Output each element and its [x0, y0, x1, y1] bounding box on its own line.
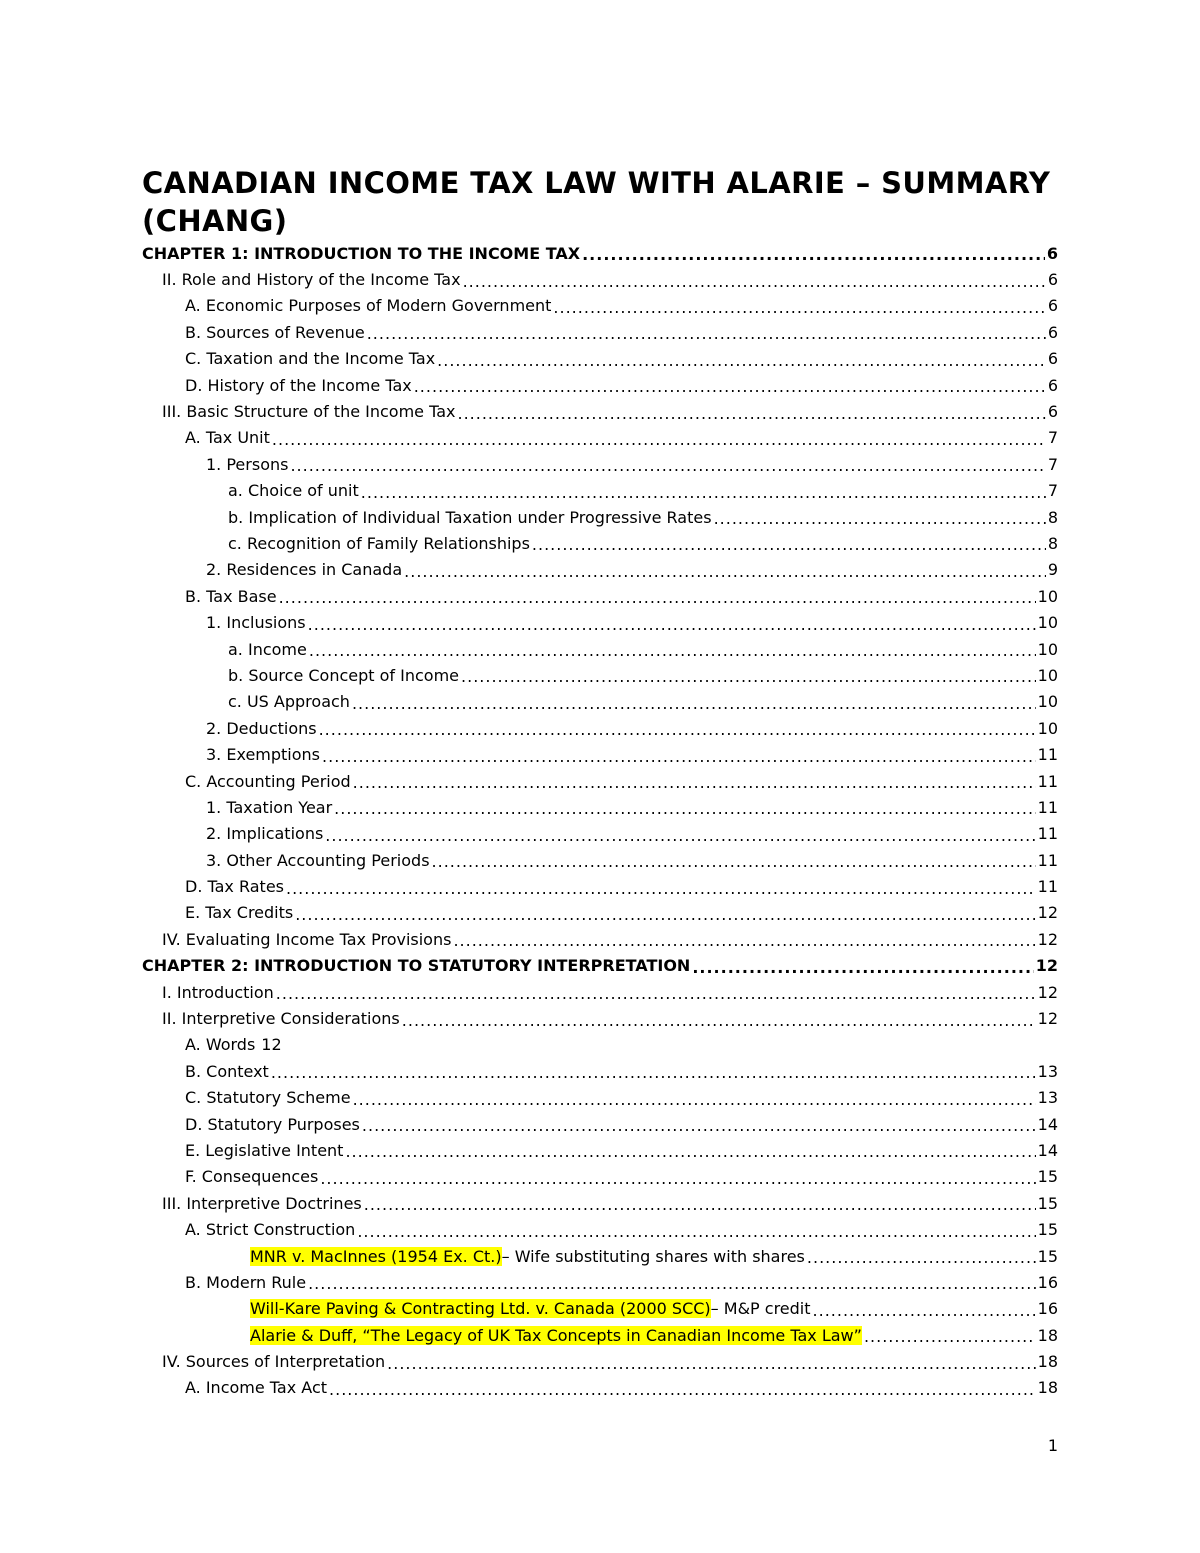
- toc-entry-case-title: Will-Kare Paving & Contracting Ltd. v. Canada (2000 SCC): [250, 1299, 711, 1319]
- toc-entry[interactable]: [0, 1164, 1200, 1190]
- table-of-contents: [0, 240, 1200, 1401]
- toc-entry-title: A. Tax Unit: [185, 428, 270, 448]
- toc-page-number: 13: [1037, 1061, 1058, 1081]
- dot-leader: [432, 854, 1036, 870]
- dot-leader: [463, 274, 1046, 290]
- toc-page-number: 10: [1037, 665, 1058, 685]
- dot-leader: [276, 986, 1036, 1002]
- toc-entry-description: – Wife substituting shares with shares: [501, 1246, 805, 1266]
- toc-entry[interactable]: [0, 926, 1200, 952]
- dot-leader: [286, 881, 1036, 897]
- toc-entry-title: D. History of the Income Tax: [185, 375, 412, 395]
- toc-entry[interactable]: [0, 873, 1200, 899]
- toc-entry[interactable]: [0, 1111, 1200, 1137]
- toc-page-number: 12: [1035, 956, 1058, 976]
- dot-leader: [325, 828, 1035, 844]
- toc-page-number: 12: [1037, 982, 1058, 1002]
- dot-leader: [353, 775, 1036, 791]
- toc-entry-title: 3. Other Accounting Periods: [206, 850, 430, 870]
- toc-entry[interactable]: [0, 768, 1200, 794]
- toc-entry[interactable]: [0, 662, 1200, 688]
- toc-page-number: 11: [1037, 771, 1058, 791]
- dot-leader: [414, 379, 1046, 395]
- toc-page-number: 15: [1037, 1220, 1058, 1240]
- toc-page-number: 6: [1047, 349, 1058, 369]
- toc-entry[interactable]: [0, 372, 1200, 398]
- dot-leader: [361, 485, 1046, 501]
- toc-entry[interactable]: [0, 847, 1200, 873]
- toc-entry-title: B. Tax Base: [185, 586, 277, 606]
- toc-entry-case-title: MNR v. MacInnes (1954 Ex. Ct.): [250, 1246, 502, 1266]
- toc-page-number: 7: [1047, 454, 1058, 474]
- dot-leader: [352, 696, 1036, 712]
- toc-entry-title: CHAPTER 1: INTRODUCTION TO THE INCOME TAX: [142, 243, 581, 263]
- toc-entry[interactable]: [0, 1216, 1200, 1242]
- dot-leader: [279, 590, 1036, 606]
- toc-entry-title: CHAPTER 2: INTRODUCTION TO STATUTORY INTERPRETATION: [142, 956, 691, 976]
- dot-leader: [319, 722, 1036, 738]
- toc-page-number: 16: [1037, 1299, 1058, 1319]
- toc-entry-title: F. Consequences: [185, 1167, 319, 1187]
- toc-entry-title: D. Statutory Purposes: [185, 1114, 360, 1134]
- toc-entry[interactable]: [0, 1269, 1200, 1295]
- dot-leader: [364, 1197, 1036, 1213]
- toc-entry-case[interactable]: [0, 1322, 1200, 1348]
- toc-entry-title: III. Basic Structure of the Income Tax: [162, 402, 456, 422]
- toc-entry-title: III. Interpretive Doctrines: [162, 1193, 362, 1213]
- toc-page-number: 10: [1037, 718, 1058, 738]
- toc-entry-title: a. Choice of unit: [228, 481, 359, 501]
- dot-leader: [461, 669, 1036, 685]
- toc-entry-title: I. Introduction: [162, 982, 274, 1002]
- toc-entry[interactable]: [0, 266, 1200, 292]
- toc-entry-title: b. Source Concept of Income: [228, 665, 460, 685]
- dot-leader: [714, 511, 1046, 527]
- document-title: CANADIAN INCOME TAX LAW WITH ALARIE – SUMMARY (CHANG): [142, 166, 1051, 238]
- toc-entry-title: B. Modern Rule: [185, 1272, 307, 1292]
- toc-entry-title: C. Taxation and the Income Tax: [185, 349, 436, 369]
- toc-entry[interactable]: [0, 398, 1200, 424]
- toc-entry-case[interactable]: [0, 1243, 1200, 1269]
- toc-entry[interactable]: [0, 741, 1200, 767]
- dot-leader: [308, 617, 1036, 633]
- toc-page-number: 14: [1037, 1140, 1058, 1160]
- toc-page-number: 11: [1037, 877, 1058, 897]
- toc-entry-title: 1. Inclusions: [206, 613, 306, 633]
- toc-entry-case-title: Alarie & Duff, “The Legacy of UK Tax Concepts in Canadian Income Tax Law”: [250, 1325, 862, 1345]
- toc-page-number: 10: [1037, 586, 1058, 606]
- dot-leader: [320, 1171, 1035, 1187]
- dot-leader: [458, 406, 1046, 422]
- dot-leader: [334, 801, 1035, 817]
- toc-entry[interactable]: [0, 240, 1200, 266]
- toc-entry[interactable]: [0, 478, 1200, 504]
- toc-page-number: 12: [1037, 929, 1058, 949]
- toc-page-number: 18: [1037, 1378, 1058, 1398]
- dot-leader: [362, 1118, 1036, 1134]
- toc-entry[interactable]: [0, 346, 1200, 372]
- toc-page-number: 10: [1037, 613, 1058, 633]
- toc-page-number: 18: [1037, 1325, 1058, 1345]
- toc-entry-title: C. Accounting Period: [185, 771, 351, 791]
- toc-entry[interactable]: [0, 636, 1200, 662]
- toc-entry[interactable]: [0, 1005, 1200, 1031]
- toc-page-number: 15: [1037, 1246, 1058, 1266]
- toc-page-number: 7: [1047, 428, 1058, 448]
- dot-leader: [329, 1382, 1036, 1398]
- toc-entry[interactable]: [0, 821, 1200, 847]
- toc-entry[interactable]: [0, 900, 1200, 926]
- dot-leader: [404, 564, 1046, 580]
- toc-entry-title: 2. Residences in Canada: [206, 560, 403, 580]
- toc-entry-title: c. Recognition of Family Relationships: [228, 533, 530, 553]
- toc-page-number: 13: [1037, 1088, 1058, 1108]
- toc-entry[interactable]: [0, 425, 1200, 451]
- toc-page-number: 6: [1047, 375, 1058, 395]
- toc-entry-title: 1. Persons: [206, 454, 289, 474]
- dot-leader: [813, 1303, 1036, 1319]
- toc-entry[interactable]: [0, 1137, 1200, 1163]
- dot-leader: [357, 1224, 1035, 1240]
- dot-leader: [692, 960, 1033, 976]
- toc-entry-title: II. Role and History of the Income Tax: [162, 270, 461, 290]
- toc-entry-title: IV. Evaluating Income Tax Provisions: [162, 929, 452, 949]
- toc-page-number: 10: [1037, 692, 1058, 712]
- toc-entry-title: A. Strict Construction: [185, 1220, 356, 1240]
- dot-leader: [453, 933, 1035, 949]
- toc-page-number: 6: [1047, 270, 1058, 290]
- dot-leader: [553, 300, 1045, 316]
- dot-leader: [532, 537, 1046, 553]
- dot-leader: [353, 1092, 1036, 1108]
- toc-entry-title: C. Statutory Scheme: [185, 1088, 351, 1108]
- toc-page-number: 8: [1047, 533, 1058, 553]
- toc-entry-description: – M&P credit: [710, 1299, 811, 1319]
- toc-entry[interactable]: [0, 1058, 1200, 1084]
- toc-entry-title: II. Interpretive Considerations: [162, 1009, 400, 1029]
- dot-leader: [367, 326, 1046, 342]
- page-number: 1: [1047, 1436, 1058, 1455]
- toc-entry[interactable]: [0, 451, 1200, 477]
- toc-page-number: 12: [1037, 903, 1058, 923]
- toc-page-number: 7: [1047, 481, 1058, 501]
- dot-leader: [295, 907, 1035, 923]
- dot-leader: [807, 1250, 1036, 1266]
- dot-leader: [345, 1144, 1035, 1160]
- toc-page-number: 16: [1037, 1272, 1058, 1292]
- dot-leader: [437, 353, 1046, 369]
- toc-page-number: 14: [1037, 1114, 1058, 1134]
- toc-entry[interactable]: [0, 293, 1200, 319]
- toc-entry-title: b. Implication of Individual Taxation under Progressive Rates: [228, 507, 712, 527]
- toc-entry-title: 2. Implications: [206, 824, 324, 844]
- dot-leader: [271, 1065, 1036, 1081]
- toc-entry-case[interactable]: [0, 1296, 1200, 1322]
- toc-page-number: 6: [1047, 402, 1058, 422]
- toc-page-number: 6: [1046, 243, 1058, 263]
- toc-entry-title: E. Tax Credits: [185, 903, 294, 923]
- toc-entry-title: 3. Exemptions: [206, 745, 321, 765]
- dot-leader: [387, 1356, 1035, 1372]
- toc-entry[interactable]: [0, 715, 1200, 741]
- toc-entry[interactable]: [0, 953, 1200, 979]
- dot-leader: [290, 458, 1045, 474]
- dot-leader: [272, 432, 1046, 448]
- toc-page-number: 8: [1047, 507, 1058, 527]
- toc-entry[interactable]: [0, 794, 1200, 820]
- toc-page-number: 12: [1037, 1009, 1058, 1029]
- dot-leader: [864, 1329, 1036, 1345]
- toc-entry[interactable]: [0, 609, 1200, 635]
- toc-entry[interactable]: [0, 1375, 1200, 1401]
- toc-entry-title: E. Legislative Intent: [185, 1140, 344, 1160]
- toc-entry[interactable]: [0, 1190, 1200, 1216]
- toc-entry[interactable]: [0, 530, 1200, 556]
- toc-page-number: 11: [1037, 797, 1058, 817]
- toc-page-number: 10: [1037, 639, 1058, 659]
- toc-entry[interactable]: [0, 979, 1200, 1005]
- toc-entry[interactable]: [0, 1348, 1200, 1374]
- toc-entry-title: 2. Deductions: [206, 718, 317, 738]
- toc-entry[interactable]: [0, 689, 1200, 715]
- dot-leader: [309, 643, 1036, 659]
- toc-entry[interactable]: [0, 557, 1200, 583]
- toc-entry-title: IV. Sources of Interpretation: [162, 1352, 386, 1372]
- toc-entry-title: A. Income Tax Act: [185, 1378, 328, 1398]
- toc-entry-title: B. Context: [185, 1061, 269, 1081]
- toc-entry[interactable]: [0, 583, 1200, 609]
- toc-page-number: 15: [1037, 1193, 1058, 1213]
- dot-leader: [308, 1276, 1036, 1292]
- toc-page-number: 18: [1037, 1352, 1058, 1372]
- toc-page-number: 11: [1037, 745, 1058, 765]
- toc-entry-title: A. Economic Purposes of Modern Government: [185, 296, 552, 316]
- toc-entry[interactable]: [0, 1085, 1200, 1111]
- toc-entry[interactable]: [0, 1032, 1200, 1058]
- toc-entry[interactable]: [0, 504, 1200, 530]
- toc-page-number: 12: [261, 1035, 282, 1055]
- toc-entry-title: D. Tax Rates: [185, 877, 284, 897]
- toc-entry-title: 1. Taxation Year: [206, 797, 333, 817]
- toc-entry-title: A. Words: [185, 1035, 256, 1055]
- toc-page-number: 15: [1037, 1167, 1058, 1187]
- toc-page-number: 6: [1047, 296, 1058, 316]
- dot-leader: [582, 247, 1045, 263]
- dot-leader: [402, 1013, 1036, 1029]
- toc-page-number: 6: [1047, 322, 1058, 342]
- toc-page-number: 9: [1047, 560, 1058, 580]
- toc-entry-title: B. Sources of Revenue: [185, 322, 365, 342]
- toc-entry-title: a. Income: [228, 639, 307, 659]
- toc-page-number: 11: [1037, 850, 1058, 870]
- toc-page-number: 11: [1037, 824, 1058, 844]
- toc-entry-title: c. US Approach: [228, 692, 350, 712]
- toc-entry[interactable]: [0, 319, 1200, 345]
- dot-leader: [322, 749, 1036, 765]
